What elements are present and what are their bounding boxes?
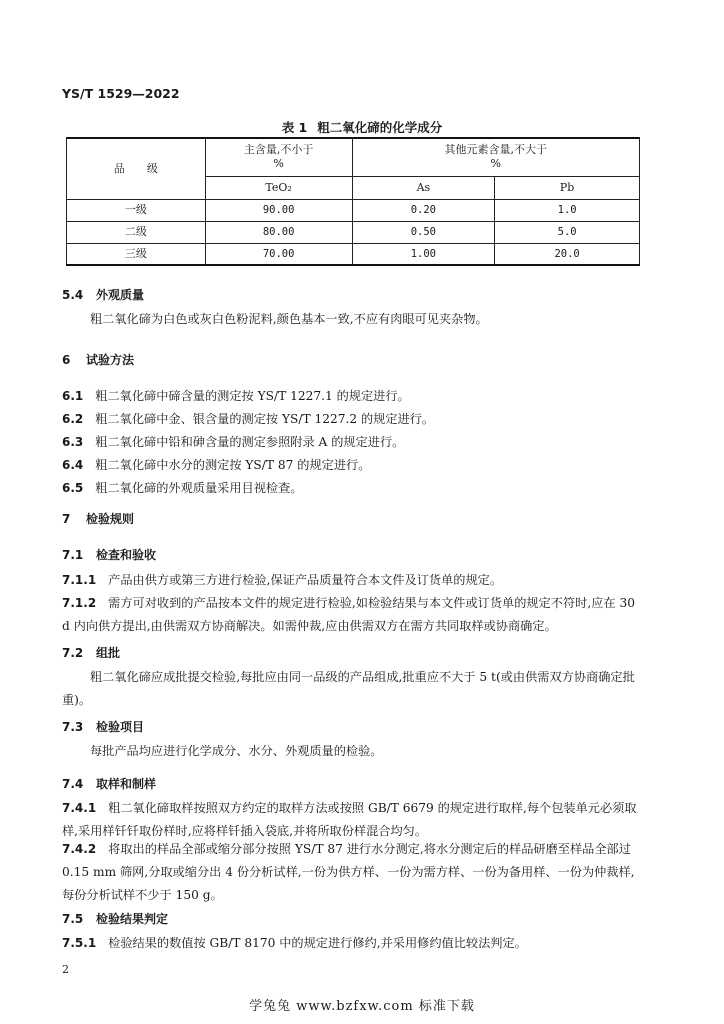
grade-cell: 一级 — [67, 199, 206, 221]
section-number: 7.3 — [62, 720, 84, 734]
document-number: YS/T 1529—2022 — [62, 86, 180, 101]
list-item — [62, 431, 644, 454]
list-item — [62, 408, 644, 431]
table-row — [67, 221, 640, 243]
pb-cell: 1.0 — [495, 199, 640, 221]
section-title: 检验结果判定 — [96, 912, 169, 926]
section-7-3-heading — [62, 718, 144, 735]
section-7-4-heading — [62, 775, 156, 792]
section-7-2-text: 粗二氧化碲应成批提交检验,每批应由同一品级的产品组成,批重应不大于 5 t(或由供需双方协商确定批重)。 — [62, 670, 635, 707]
as-cell: 1.00 — [352, 243, 495, 265]
section-7-1-heading — [62, 546, 156, 563]
list-item — [62, 477, 644, 500]
clause-7-1-2 — [62, 592, 644, 638]
teo2-cell: 90.00 — [205, 199, 352, 221]
pb-cell: 20.0 — [495, 243, 640, 265]
clause-number: 6.3 — [62, 435, 84, 449]
section-number: 6 — [62, 353, 71, 367]
section-title: 取样和制样 — [96, 777, 157, 791]
clause-number: 6.4 — [62, 458, 84, 472]
clause-7-1-1 — [62, 569, 644, 592]
clause-number: 7.5.1 — [62, 936, 97, 950]
section-6-heading — [62, 351, 134, 368]
table-row — [67, 243, 640, 265]
section-title: 检验项目 — [96, 720, 145, 734]
clause-number: 6.5 — [62, 481, 84, 495]
pb-column-header: Pb — [495, 176, 640, 199]
clause-text: 将取出的样品全部或缩分部分按照 YS/T 87 进行水分测定,将水分测定后的样品研磨至样品全部过 0.15 mm 筛网,分取或缩分出 4 份分析试样,一份为供方样、一份为需方样、一份为备用样、一份为仲裁样,每份分析试样不少于 150 g。 — [62, 842, 635, 902]
main-content-header-label: 主含量,不小于 — [243, 143, 314, 157]
section-7-heading — [62, 510, 134, 527]
section-number: 7.4 — [62, 777, 84, 791]
clause-text: 粗二氧化碲的外观质量采用目视检查。 — [95, 481, 303, 495]
section-title: 检验规则 — [86, 512, 135, 526]
clause-text: 检验结果的数值按 GB/T 8170 中的规定进行修约,并采用修约值比较法判定。 — [108, 936, 527, 950]
section-5-4-heading — [62, 286, 144, 303]
section-7-2-heading — [62, 644, 120, 661]
as-cell: 0.20 — [352, 199, 495, 221]
clause-number: 7.1.2 — [62, 596, 97, 610]
teo2-cell: 70.00 — [205, 243, 352, 265]
clause-7-5-1 — [62, 932, 644, 955]
clause-7-4-2 — [62, 838, 644, 907]
table-header-row — [67, 138, 640, 176]
other-elements-header-unit: % — [490, 157, 501, 171]
section-7-3-text: 每批产品均应进行化学成分、水分、外观质量的检验。 — [90, 744, 383, 758]
as-cell: 0.50 — [352, 221, 495, 243]
list-item — [62, 454, 644, 477]
list-item — [62, 385, 644, 408]
clause-number: 7.4.2 — [62, 842, 97, 856]
section-title: 外观质量 — [96, 288, 145, 302]
table-caption-title: 粗二氧化碲的化学成分 — [317, 120, 443, 135]
section-6-items — [62, 385, 644, 500]
grade-cell: 三级 — [67, 243, 206, 265]
table-caption — [0, 118, 724, 136]
other-elements-header — [352, 138, 640, 176]
watermark-footer: 学兔兔 www.bzfxw.com 标准下载 — [249, 999, 475, 1014]
section-5-4-text: 粗二氧化碲为白色或灰白色粉泥料,颜色基本一致,不应有肉眼可见夹杂物。 — [90, 312, 488, 326]
grade-header: 品 级 — [67, 138, 206, 199]
clause-text: 粗二氧化碲取样按照双方约定的取样方法或按照 GB/T 6679 的规定进行取样,每个包装单元必须取样,采用样钎钎取份样时,应将样钎插入袋底,并将所取份样混合均匀。 — [62, 801, 637, 838]
page-number: 2 — [62, 963, 69, 976]
section-title: 检查和验收 — [96, 548, 157, 562]
other-elements-header-label: 其他元素含量,不大于 — [444, 143, 547, 157]
grade-cell: 二级 — [67, 221, 206, 243]
section-number: 7.5 — [62, 912, 84, 926]
section-number: 7 — [62, 512, 71, 526]
section-title: 试验方法 — [86, 353, 135, 367]
clause-7-4-1 — [62, 797, 644, 843]
section-7-5-heading — [62, 910, 168, 927]
teo2-column-header: TeO₂ — [205, 176, 352, 199]
main-content-header-unit: % — [273, 157, 284, 171]
teo2-cell: 80.00 — [205, 221, 352, 243]
section-number: 7.1 — [62, 548, 84, 562]
clause-number: 7.1.1 — [62, 573, 97, 587]
clause-text: 需方可对收到的产品按本文件的规定进行检验,如检验结果与本文件或订货单的规定不符时,应在 30 d 内向供方提出,由供需双方协商解决。如需仲裁,应由供需双方在需方共同取样或协商确定。 — [62, 596, 635, 633]
chemical-composition-table — [66, 137, 640, 266]
main-content-header — [205, 138, 352, 176]
clause-text: 粗二氧化碲中水分的测定按 YS/T 87 的规定进行。 — [95, 458, 371, 472]
table-row — [67, 199, 640, 221]
clause-text: 产品由供方或第三方进行检验,保证产品质量符合本文件及订货单的规定。 — [108, 573, 503, 587]
section-title: 组批 — [96, 646, 121, 660]
clause-text: 粗二氧化碲中碲含量的测定按 YS/T 1227.1 的规定进行。 — [95, 389, 410, 403]
clause-number: 6.2 — [62, 412, 84, 426]
clause-number: 6.1 — [62, 389, 84, 403]
section-number: 5.4 — [62, 288, 84, 302]
clause-text: 粗二氧化碲中铅和砷含量的测定参照附录 A 的规定进行。 — [95, 435, 405, 449]
as-column-header: As — [352, 176, 495, 199]
table-caption-number: 表 1 — [281, 120, 308, 135]
section-number: 7.2 — [62, 646, 84, 660]
clause-number: 7.4.1 — [62, 801, 97, 815]
pb-cell: 5.0 — [495, 221, 640, 243]
clause-text: 粗二氧化碲中金、银含量的测定按 YS/T 1227.2 的规定进行。 — [95, 412, 435, 426]
